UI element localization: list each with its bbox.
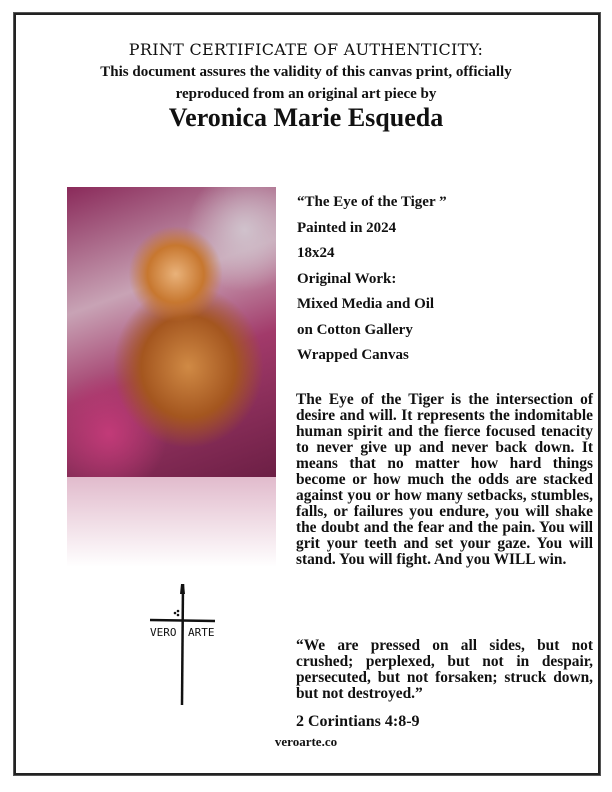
artwork-description: The Eye of the Tiger is the intersection of desire and will. It represents the indomitable human spirit and the fierce focused tenacity to never give up and never back down. It means that no matter how hard things become or how much the odds are stacked against you or how many setbacks, stumbles, falls, or failures you endure, you will shake the doubt and the fear and the pain. You will grit your teeth and set your gaze. You will stand. You will fight. And you WILL win. xyxy=(296,391,593,568)
website-link[interactable]: veroarte.co xyxy=(274,734,338,749)
artist-name: Veronica Marie Esqueda xyxy=(168,103,444,132)
intro-line-1: This document assures the validity of this canvas print, officially xyxy=(100,64,512,80)
svg-text:ARTE: ARTE xyxy=(188,626,215,639)
artwork-medium-3: Wrapped Canvas xyxy=(297,347,409,363)
artwork-year: Painted in 2024 xyxy=(297,219,397,236)
scripture-quote: “We are pressed on all sides, but not crushed; perplexed, but not in despair, persecuted, but not forsaken; struck down, but not destroyed.” xyxy=(296,637,593,702)
artwork-original: Original Work: xyxy=(297,270,397,287)
artwork-size: 18x24 xyxy=(297,245,335,261)
artwork-details xyxy=(297,190,447,369)
artwork-medium: Mixed Media and Oil xyxy=(297,296,435,312)
painting-reflection xyxy=(67,477,276,567)
vero-arte-logo xyxy=(140,580,220,710)
intro-line-2: reproduced from an original art piece by xyxy=(175,86,437,102)
tiger-painting-image xyxy=(67,187,276,477)
svg-text:VERO: VERO xyxy=(150,626,177,639)
artwork-medium-2: on Cotton Gallery xyxy=(297,321,413,338)
certificate-title: PRINT CERTIFICATE OF AUTHENTICITY: xyxy=(128,40,484,59)
artwork-title: “The Eye of the Tiger ” xyxy=(297,194,447,210)
scripture-reference: 2 Corintians 4:8-9 xyxy=(296,713,420,730)
